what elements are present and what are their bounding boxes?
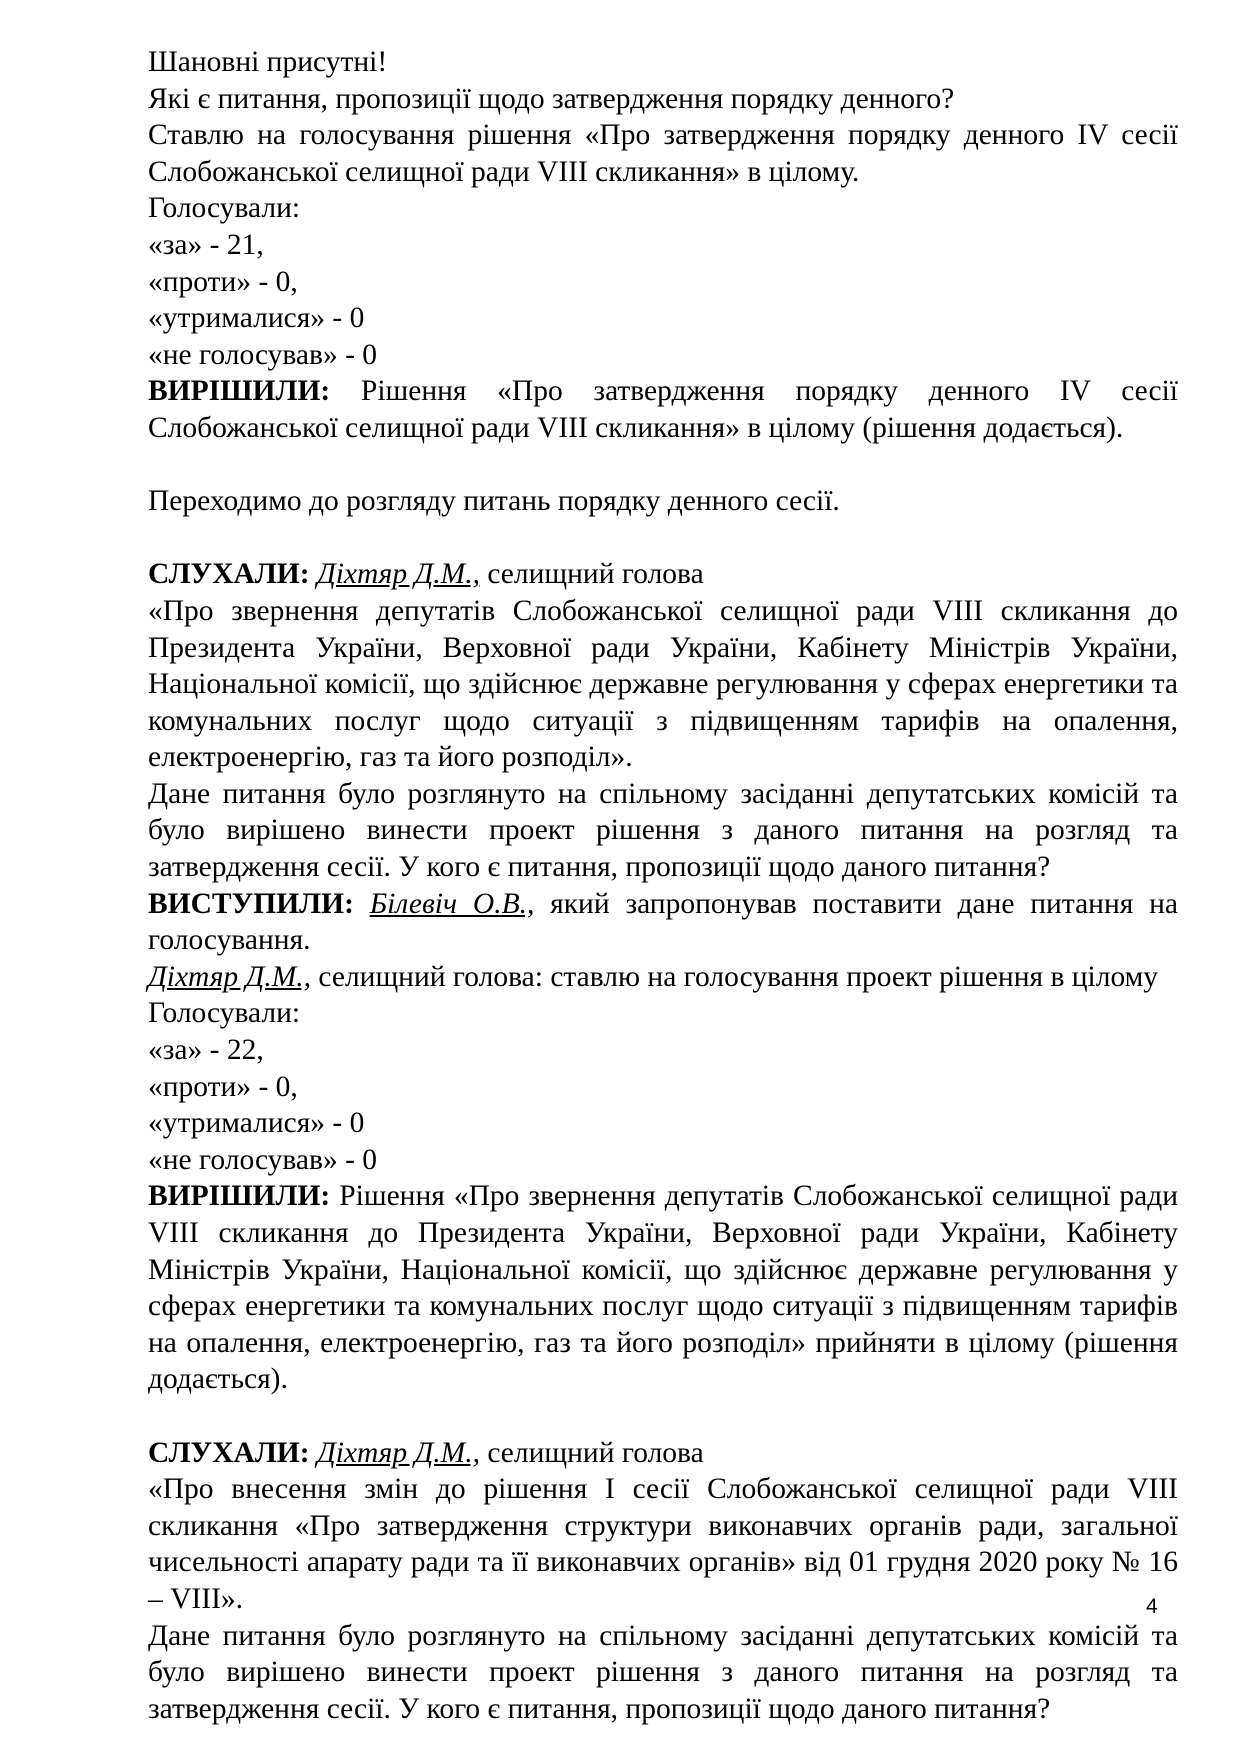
vote-not-voted: «не голосував» - 0	[148, 1143, 378, 1176]
vote-abstained: «утрималися» - 0	[148, 302, 365, 335]
vote-results-1	[148, 190, 1178, 373]
document-page	[148, 44, 1178, 1727]
vote-call-text: Ставлю на голосування рішення «Про затвердження порядку денного IV сесії Слобожанської селищної ради VIII скликання» в цілому.	[148, 119, 1178, 188]
vote-against: «проти» - 0,	[148, 265, 298, 298]
vote-label: Голосували:	[148, 997, 301, 1030]
spoke-name: Білевіч О.В.,	[369, 887, 535, 920]
spoke-label: ВИСТУПИЛИ:	[148, 887, 354, 920]
speaker-role: селищний голова	[479, 558, 704, 591]
speaker-role: селищний голова	[479, 1436, 704, 1469]
chair-name: Діхтяр Д.М.,	[148, 960, 312, 993]
decided-label: ВИРІШИЛИ:	[148, 1180, 331, 1213]
review-text: Дане питання було розглянуто на спільному засіданні депутатських комісій та було вирішено винести проект рішення з даного питання на розгляд та затвердження сесії. У кого є питання, пропозиції щодо даного питання?	[148, 1619, 1178, 1725]
vote-for: «за» - 21,	[148, 228, 264, 261]
topic-text: «Про звернення депутатів Слобожанської селищної ради VIII скликання до Президента України, Верховної ради України, Кабінету Міністрів України, Національної комісії, що здійснює державне регулювання у сферах енергетики та комунальних послуг щодо ситуації з підвищенням тарифів на опалення, електроенергію, газ та його розподіл».	[148, 594, 1178, 774]
topic-text: «Про внесення змін до рішення І сесії Слобожанської селищної ради VIII скликання «Про затвердження структури виконавчих органів ради, загальної чисельності апарату ради та її виконавчих органів» від 01 грудня 2020 року № 16 – VIII».	[148, 1473, 1178, 1615]
greeting: Шановні присутні!	[148, 46, 388, 78]
spoke-text: який запропонував поставити дане питання на голосування.	[148, 887, 1178, 957]
heard-line	[148, 556, 1178, 593]
spacer	[148, 520, 1178, 557]
heard-line	[148, 1435, 1178, 1472]
vote-not-voted: «не голосував» - 0	[148, 338, 378, 371]
spacer	[148, 1398, 1178, 1435]
page-number: 4	[1146, 1595, 1158, 1618]
chair-text: селищний голова: ставлю на голосування проект рішення в цілому	[311, 960, 1159, 993]
spoke-line	[148, 886, 1178, 959]
heard-label: СЛУХАЛИ:	[148, 558, 310, 591]
decided-text: Рішення «Про затвердження порядку денного IV сесії Слобожанської селищної ради VIII скликання» в цілому (рішення додається).	[148, 375, 1178, 444]
decision-2	[148, 1178, 1178, 1398]
question-text: Які є питання, пропозиції щодо затвердження порядку денного?	[148, 82, 955, 115]
agenda-item-2	[148, 1435, 1178, 1728]
decided-label: ВИРІШИЛИ:	[148, 375, 331, 408]
spacer	[148, 447, 1178, 484]
transition-text: Переходимо до розгляду питань порядку денного сесії.	[148, 485, 840, 518]
review-text: Дане питання було розглянуто на спільному засіданні депутатських комісій та було вирішено винести проект рішення з даного питання на розгляд та затвердження сесії. У кого є питання, пропозиції щодо даного питання?	[148, 777, 1178, 884]
vote-for: «за» - 22,	[148, 1034, 264, 1067]
decided-text: Рішення «Про звернення депутатів Слобожанської селищної ради VIII скликання до Президента України, Верховної ради України, Кабінету Міністрів України, Національної комісії, що здійснює державне регулювання у сферах енергетики та комунальних послуг щодо ситуації з підвищенням тарифів на опалення, електроенергію, газ та його розподіл» прийняти в цілому (рішення додається).	[148, 1180, 1178, 1396]
agenda-item-1	[148, 556, 1178, 1398]
speaker-name: Діхтяр Д.М.,	[316, 558, 480, 591]
speaker-name: Діхтяр Д.М.,	[316, 1436, 480, 1469]
vote-label: Голосували:	[148, 192, 301, 225]
vote-results-2	[148, 995, 1178, 1178]
vote-abstained: «утрималися» - 0	[148, 1107, 365, 1140]
heard-label: СЛУХАЛИ:	[148, 1436, 310, 1469]
vote-against: «проти» - 0,	[148, 1070, 298, 1103]
decision-1	[148, 373, 1178, 446]
chair-line	[148, 959, 1178, 996]
